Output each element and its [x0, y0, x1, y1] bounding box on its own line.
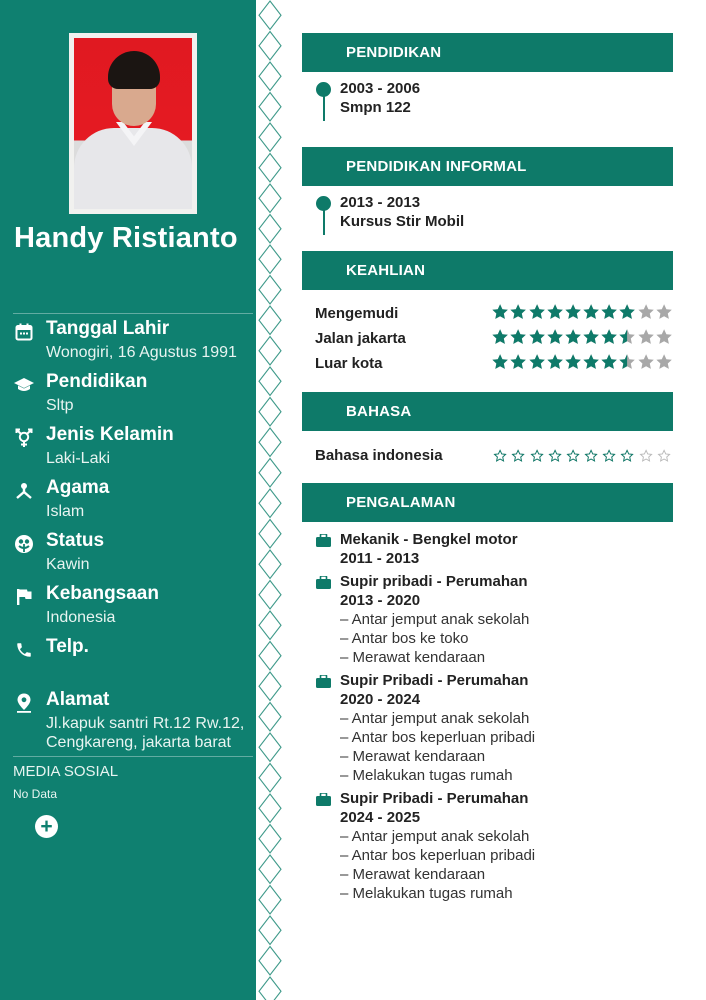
info-value: Indonesia	[46, 609, 116, 626]
star-icon	[528, 353, 546, 371]
skill-row	[315, 303, 675, 325]
star-icon	[582, 303, 600, 321]
star-icon	[655, 303, 673, 321]
experience-title: Supir Pribadi - Perumahan	[340, 790, 529, 807]
star-icon	[600, 303, 618, 321]
briefcase-icon	[316, 576, 331, 589]
star-icon	[509, 303, 527, 321]
section-header-skills: KEAHLIAN	[302, 251, 673, 290]
section-header-education: PENDIDIKAN	[302, 33, 673, 72]
star-icon	[655, 328, 673, 346]
experience-task: – Melakukan tugas rumah	[340, 885, 513, 902]
briefcase-icon	[316, 793, 331, 806]
education-years: 2003 - 2006	[340, 80, 421, 97]
experience-years: 2024 - 2025	[340, 809, 421, 826]
info-value: Islam	[46, 503, 85, 520]
divider	[13, 756, 253, 757]
star-icon	[509, 447, 527, 465]
calendar-icon	[14, 322, 34, 342]
star-icon	[546, 447, 564, 465]
info-label: Alamat	[46, 689, 110, 710]
skill-rating	[491, 303, 673, 321]
skill-row	[315, 353, 675, 375]
star-icon	[582, 447, 600, 465]
experience-task: – Antar jemput anak sekolah	[340, 828, 530, 845]
info-label: Telp.	[46, 636, 89, 657]
info-label: Pendidikan	[46, 371, 148, 392]
info-label: Agama	[46, 477, 110, 498]
star-icon	[491, 353, 509, 371]
star-icon	[509, 353, 527, 371]
star-icon	[509, 328, 527, 346]
divider	[13, 313, 253, 314]
experience-task: – Antar bos ke toko	[340, 630, 469, 647]
timeline-line	[323, 208, 325, 235]
info-value: Wonogiri, 16 Agustus 1991	[46, 344, 237, 361]
briefcase-icon	[316, 675, 331, 688]
star-icon	[637, 328, 655, 346]
status-icon	[14, 534, 34, 554]
experience-task: – Merawat kendaraan	[340, 649, 486, 666]
star-icon	[491, 447, 509, 465]
star-icon	[564, 328, 582, 346]
education-school: Smpn 122	[340, 99, 411, 116]
star-icon	[618, 328, 636, 346]
profile-name: Handy Ristianto	[14, 222, 238, 254]
timeline-line	[323, 94, 325, 121]
info-label: Status	[46, 530, 105, 551]
info-value: Laki-Laki	[46, 450, 111, 467]
star-icon	[655, 447, 673, 465]
info-label: Kebangsaan	[46, 583, 159, 604]
star-icon	[491, 303, 509, 321]
star-icon	[564, 353, 582, 371]
star-icon	[600, 328, 618, 346]
briefcase-icon	[316, 534, 331, 547]
section-header-informal-education: PENDIDIKAN INFORMAL	[302, 147, 673, 186]
experience-years: 2011 - 2013	[340, 550, 420, 567]
add-social-media-button[interactable]	[35, 815, 58, 838]
language-row	[315, 445, 675, 467]
experience-task: – Antar jemput anak sekolah	[340, 710, 530, 727]
info-value-line-2: Cengkareng, jakarta barat	[46, 734, 231, 751]
experience-title: Supir pribadi - Perumahan	[340, 573, 528, 590]
profile-photo	[74, 38, 192, 209]
experience-task: – Antar bos keperluan pribadi	[340, 729, 536, 746]
skill-rating	[491, 328, 673, 346]
experience-title: Supir Pribadi - Perumahan	[340, 672, 529, 689]
info-value: Sltp	[46, 397, 74, 414]
star-icon	[528, 328, 546, 346]
star-icon	[564, 303, 582, 321]
flag-icon	[14, 587, 34, 607]
profile-photo-frame	[69, 33, 197, 214]
diamond-pattern-decoration	[257, 0, 283, 1000]
info-label: Jenis Kelamin	[46, 424, 174, 445]
info-value-line-1: Jl.kapuk santri Rt.12 Rw.12,	[46, 715, 245, 732]
gender-icon	[14, 428, 34, 448]
star-icon	[528, 447, 546, 465]
section-header-experience: PENGALAMAN	[302, 483, 673, 522]
informal-education-years: 2013 - 2013	[340, 194, 421, 211]
graduation-cap-icon	[14, 375, 34, 395]
skill-rating	[491, 353, 673, 371]
plus-circle-icon: +	[40, 815, 53, 838]
skill-row	[315, 328, 675, 350]
language-rating	[491, 447, 673, 465]
star-icon	[600, 353, 618, 371]
location-pin-icon	[14, 693, 34, 713]
phone-icon	[14, 640, 34, 660]
star-icon	[637, 447, 655, 465]
experience-task: – Merawat kendaraan	[340, 748, 486, 765]
informal-education-name: Kursus Stir Mobil	[340, 213, 465, 230]
skill-name: Jalan jakarta	[315, 330, 406, 347]
religion-icon	[14, 481, 34, 501]
social-media-title: MEDIA SOSIAL	[13, 763, 119, 780]
star-icon	[546, 303, 564, 321]
experience-years: 2013 - 2020	[340, 592, 421, 609]
star-icon	[637, 303, 655, 321]
star-icon	[618, 303, 636, 321]
star-icon	[618, 353, 636, 371]
star-icon	[582, 328, 600, 346]
experience-task: – Merawat kendaraan	[340, 866, 486, 883]
star-icon	[546, 328, 564, 346]
experience-years: 2020 - 2024	[340, 691, 421, 708]
experience-task: – Antar jemput anak sekolah	[340, 611, 530, 628]
section-header-languages: BAHASA	[302, 392, 673, 431]
star-icon	[546, 353, 564, 371]
star-icon	[655, 353, 673, 371]
sidebar	[0, 0, 256, 1000]
experience-task: – Melakukan tugas rumah	[340, 767, 513, 784]
experience-task: – Antar bos keperluan pribadi	[340, 847, 536, 864]
skill-name: Luar kota	[315, 355, 383, 372]
star-icon	[637, 353, 655, 371]
info-label: Tanggal Lahir	[46, 318, 170, 339]
star-icon	[528, 303, 546, 321]
star-icon	[600, 447, 618, 465]
star-icon	[491, 328, 509, 346]
star-icon	[564, 447, 582, 465]
social-media-empty: No Data	[13, 787, 58, 801]
language-name: Bahasa indonesia	[315, 447, 443, 464]
info-value: Kawin	[46, 556, 90, 573]
skill-name: Mengemudi	[315, 305, 399, 322]
star-icon	[618, 447, 636, 465]
star-icon	[582, 353, 600, 371]
experience-title: Mekanik - Bengkel motor	[340, 531, 518, 548]
